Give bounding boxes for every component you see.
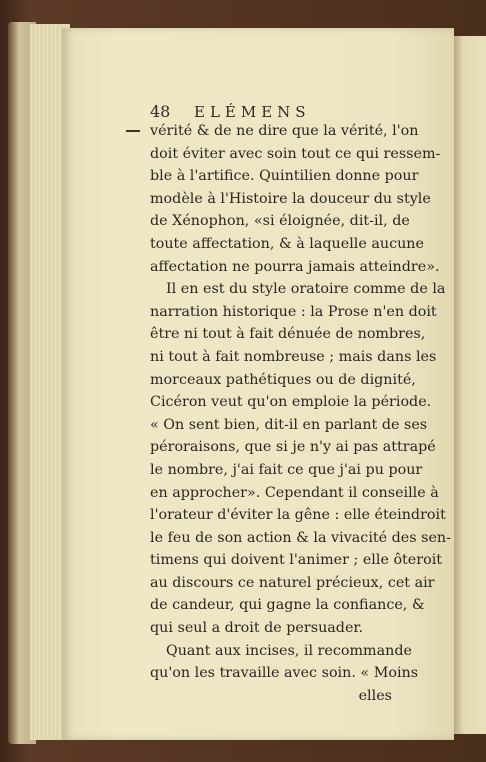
text-line: péroraisons, que si je n'y ai pas attrapé <box>150 439 436 456</box>
text-line: au discours ce naturel précieux, cet air <box>150 574 435 591</box>
text-line: morceaux pathétiques ou de dignité, <box>150 371 416 388</box>
text-line: toute affectation, & à laquelle aucune <box>150 235 424 252</box>
text-line: ni tout à fait nombreuse ; mais dans les <box>150 348 437 365</box>
text-line: de candeur, qui gagne la confiance, & <box>150 597 425 614</box>
text-line: de Xénophon, «si éloignée, dit-il, de <box>150 213 410 230</box>
text-line: timens qui doivent l'animer ; elle ôteroit <box>150 552 443 569</box>
catchword: elles <box>358 687 392 704</box>
text-line: narration historique : la Prose n'en doit <box>150 303 437 320</box>
text-line: affectation ne pourra jamais atteindre». <box>150 258 440 275</box>
running-title: ELÉMENS <box>194 103 311 121</box>
text-line: l'orateur d'éviter la gêne : elle éteindroit <box>150 507 446 524</box>
text-line: « On sent bien, dit-il en parlant de ses <box>150 416 428 433</box>
text-line: en approcher». Cependant il conseille à <box>150 484 439 501</box>
text-line: être ni tout à fait dénuée de nombres, <box>150 326 426 343</box>
text-line: vérité & de ne dire que la vérité, l'on <box>150 123 419 139</box>
text-line: qui seul a droit de persuader. <box>150 620 364 637</box>
text-line: ble à l'artifice. Quintilien donne pour <box>150 168 419 185</box>
text-line: Cicéron veut qu'on emploie la période. <box>150 394 432 411</box>
text-line: le nombre, j'ai fait ce que j'ai pu pour <box>150 461 423 478</box>
facing-page-edge <box>454 36 486 734</box>
text-line: Il en est du style oratoire comme de la <box>166 281 446 298</box>
text-line: Quant aux incises, il recommande <box>166 642 412 659</box>
margin-dash-mark <box>126 130 140 132</box>
text-line: qu'on les travaille avec soin. « Moins <box>150 665 419 682</box>
page-number: 48 <box>150 102 171 121</box>
text-line: modèle à l'Histoire la douceur du style <box>150 190 431 207</box>
text-line: doit éviter avec soin tout ce qui ressem- <box>150 145 441 162</box>
text-line: le feu de son action & la vivacité des sen- <box>150 529 451 546</box>
body-text <box>150 120 451 707</box>
